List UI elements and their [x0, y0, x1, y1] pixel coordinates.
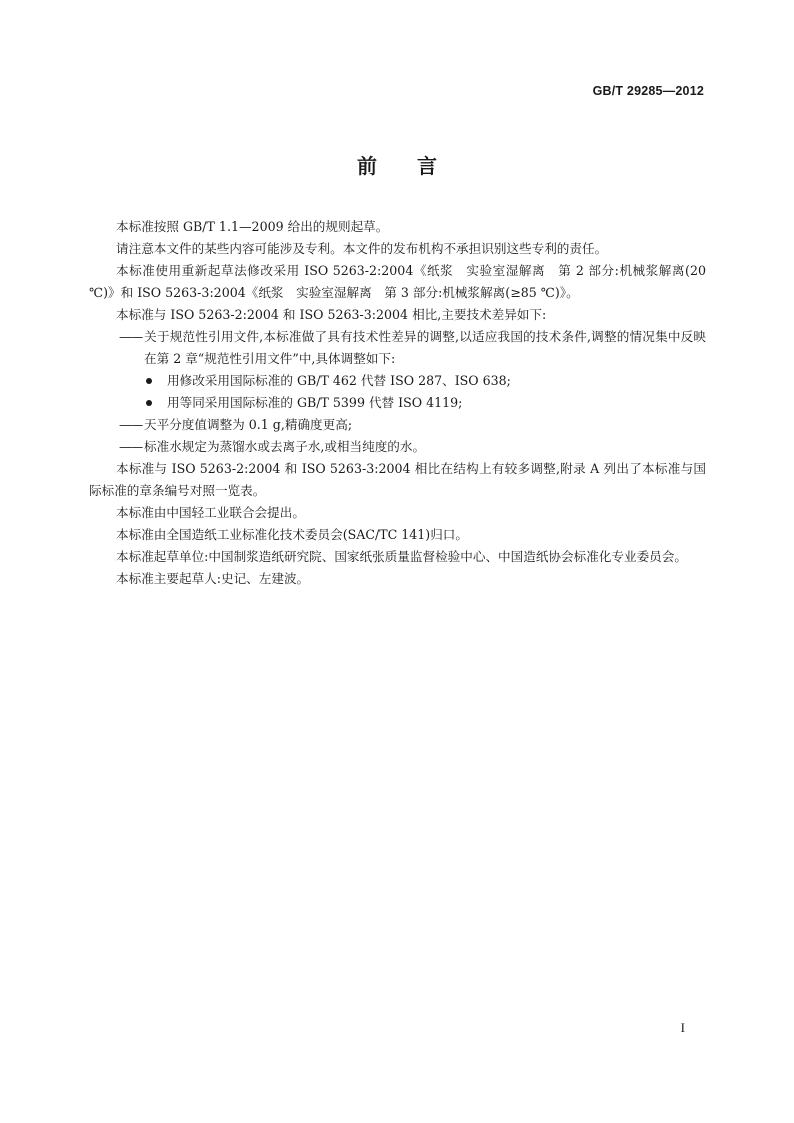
dash-mark: ——	[119, 417, 143, 432]
foreword-body	[89, 216, 706, 590]
paragraph: 本标准按照 GB/T 1.1—2009 给出的规则起草。	[116, 219, 389, 234]
dash-list-item	[89, 436, 706, 458]
paragraph: 本标准与 ISO 5263-2:2004 和 ISO 5263-3:2004 相比在结构上有较多调整,附录 A 列出了本标准与国际标准的章条编号对照一览表。	[89, 461, 706, 498]
bullet-item-text: 用等同采用国际标准的 GB/T 5399 代替 ISO 4119;	[167, 395, 463, 410]
paragraph: 本标准使用重新起草法修改采用 ISO 5263-2:2004《纸浆 实验室湿解离 第 2 部分:机械浆解离(20 ℃)》和 ISO 5263-3:2004《纸浆 实验室湿解离 第 3 部分:机械浆解离(≥85 ℃)》。	[89, 263, 706, 300]
paragraph: 本标准主要起草人:史记、左建波。	[116, 571, 310, 586]
bullet-list-item	[89, 392, 706, 414]
bullet-icon	[146, 378, 152, 384]
dash-item-text: 关于规范性引用文件,本标准做了具有技术性差异的调整,以适应我国的技术条件,调整的情况集中反映在第 2 章“规范性引用文件”中,具体调整如下:	[144, 329, 706, 366]
paragraph: 本标准起草单位:中国制浆造纸研究院、国家纸张质量监督检验中心、中国造纸协会标准化专业委员会。	[116, 549, 687, 564]
page-title: 前言	[357, 154, 477, 178]
dash-item-text: 标准水规定为蒸馏水或去离子水,或相当纯度的水。	[144, 439, 426, 454]
paragraph: 本标准与 ISO 5263-2:2004 和 ISO 5263-3:2004 相比,主要技术差异如下:	[116, 307, 547, 322]
paragraph: 本标准由全国造纸工业标准化技术委员会(SAC/TC 141)归口。	[116, 527, 468, 542]
bullet-item-text: 用修改采用国际标准的 GB/T 462 代替 ISO 287、ISO 638;	[167, 373, 511, 388]
dash-list-item	[89, 414, 706, 436]
paragraph: 本标准由中国轻工业联合会提出。	[116, 505, 305, 520]
bullet-icon	[146, 400, 152, 406]
paragraph: 请注意本文件的某些内容可能涉及专利。本文件的发布机构不承担识别这些专利的责任。	[116, 241, 608, 256]
page-number: I	[680, 1020, 685, 1035]
bullet-list-item	[89, 370, 706, 392]
standard-number: GB/T 29285—2012	[592, 84, 704, 98]
dash-mark: ——	[119, 439, 143, 454]
dash-mark: ——	[119, 329, 143, 344]
dash-item-text: 天平分度值调整为 0.1 g,精确度更高;	[144, 417, 353, 432]
dash-list-item	[89, 326, 706, 370]
